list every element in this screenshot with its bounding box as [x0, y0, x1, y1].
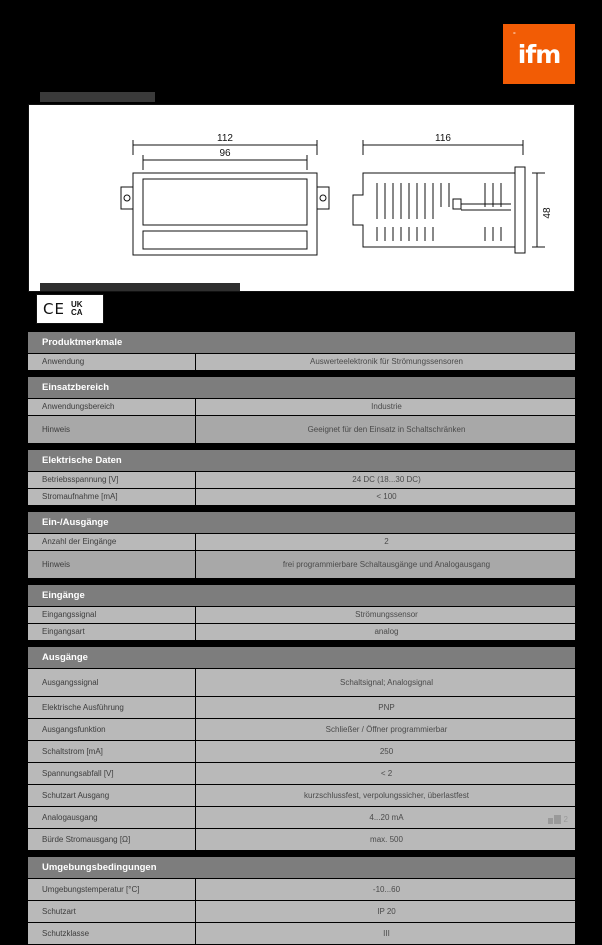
row-value: 2 — [384, 537, 389, 547]
drawing-section-title — [40, 92, 155, 102]
table-row — [28, 785, 575, 807]
table-row — [28, 534, 575, 551]
row-value: max. 500 — [370, 834, 403, 844]
svg-text:112: 112 — [217, 133, 233, 144]
certification-marks — [36, 294, 104, 324]
row-label: Anzahl der Eingänge — [28, 534, 196, 550]
table-row — [28, 829, 575, 851]
logo-degree-mark: ° — [513, 32, 516, 39]
row-value: Schließer / Öffner programmierbar — [325, 724, 448, 734]
row-value: 250 — [379, 746, 394, 756]
row-label: Ausgangsfunktion — [28, 719, 196, 740]
section-title: Eingänge — [42, 590, 85, 601]
table-row — [28, 697, 575, 719]
section-title: Ausgänge — [42, 652, 88, 663]
row-label: Schaltstrom [mA] — [28, 741, 196, 762]
row-label: Stromaufnahme [mA] — [28, 489, 196, 505]
section-header-produktmerkmale — [28, 332, 575, 354]
table-row — [28, 807, 575, 829]
row-value: < 100 — [376, 492, 397, 502]
section-header-eingaenge — [28, 585, 575, 607]
section-header-ausgaenge — [28, 647, 575, 669]
section-title: Produktmerkmale — [42, 337, 123, 348]
page-footer — [548, 815, 568, 824]
row-label: Anwendungsbereich — [28, 399, 196, 415]
row-label: Spannungsabfall [V] — [28, 763, 196, 784]
svg-text:116: 116 — [435, 133, 451, 144]
drawing-svg — [45, 115, 560, 283]
section-title: Einsatzbereich — [42, 382, 110, 393]
table-row — [28, 416, 575, 444]
table-row — [28, 923, 575, 945]
section-title: Elektrische Daten — [42, 455, 122, 466]
row-label: Hinweis — [28, 416, 196, 443]
row-value: 4...20 mA — [369, 812, 404, 822]
row-label: Elektrische Ausführung — [28, 697, 196, 718]
section-header-ein-ausgaenge — [28, 512, 575, 534]
row-label: Hinweis — [28, 551, 196, 578]
row-value: -10...60 — [372, 884, 401, 894]
row-value: III — [383, 928, 390, 938]
page-number: 2 — [563, 815, 568, 824]
svg-text:48: 48 — [542, 207, 553, 219]
table-row — [28, 879, 575, 901]
table-row — [28, 624, 575, 641]
table-row — [28, 489, 575, 506]
row-label: Betriebsspannung [V] — [28, 472, 196, 488]
specifications-table — [28, 332, 575, 945]
ukca-line2: CA — [70, 308, 83, 317]
ifm-logo — [503, 24, 575, 84]
logo-text: ifm — [517, 39, 561, 69]
table-row — [28, 472, 575, 489]
table-row — [28, 669, 575, 697]
row-value: 24 DC (18...30 DC) — [352, 475, 421, 485]
table-row — [28, 354, 575, 371]
section-title: Umgebungsbedingungen — [42, 862, 157, 873]
dimension-drawing-panel — [28, 104, 575, 292]
section-header-einsatzbereich — [28, 377, 575, 399]
ukca-mark-icon — [71, 301, 83, 317]
row-value: Auswerteelektronik für Strömungssensoren — [310, 357, 463, 367]
row-value: PNP — [378, 702, 395, 712]
dimension-drawing — [45, 115, 560, 283]
table-row — [28, 607, 575, 624]
row-value: < 2 — [380, 768, 393, 778]
table-row — [28, 901, 575, 923]
row-label: Analogausgang — [28, 807, 196, 828]
row-label: Ausgangssignal — [28, 669, 196, 696]
row-value: Schaltsignal; Analogsignal — [340, 677, 433, 687]
row-value: kurzschlussfest, verpolungssicher, überlastfest — [304, 790, 469, 800]
section-header-elektrische-daten — [28, 450, 575, 472]
section-title: Ein-/Ausgänge — [42, 517, 109, 528]
footer-mark-icon — [554, 815, 561, 824]
ce-mark-icon: CE — [43, 300, 65, 318]
row-label: Schutzart — [28, 901, 196, 922]
row-label: Eingangsart — [28, 624, 196, 640]
row-label: Eingangssignal — [28, 607, 196, 623]
table-row — [28, 763, 575, 785]
row-value: Industrie — [371, 402, 402, 412]
row-label: Schutzart Ausgang — [28, 785, 196, 806]
row-value: frei programmierbare Schaltausgänge und Analogausgang — [282, 559, 491, 569]
row-value: IP 20 — [377, 906, 396, 916]
row-value: Geeignet für den Einsatz in Schaltschränken — [307, 424, 466, 434]
svg-text:96: 96 — [219, 148, 231, 159]
table-row — [28, 719, 575, 741]
row-label: Anwendung — [28, 354, 196, 370]
row-value: Strömungssensor — [355, 610, 418, 620]
table-row — [28, 551, 575, 579]
row-value: analog — [374, 627, 399, 637]
row-label: Bürde Stromausgang [Ω] — [28, 829, 196, 850]
section-header-umgebungsbedingungen — [28, 857, 575, 879]
drawing-caption — [40, 283, 240, 291]
row-label: Schutzklasse — [28, 923, 196, 944]
table-row — [28, 741, 575, 763]
ukca-line1: UK — [70, 300, 83, 309]
row-label: Umgebungstemperatur [°C] — [28, 879, 196, 900]
footer-mark-icon — [548, 818, 553, 824]
table-row — [28, 399, 575, 416]
